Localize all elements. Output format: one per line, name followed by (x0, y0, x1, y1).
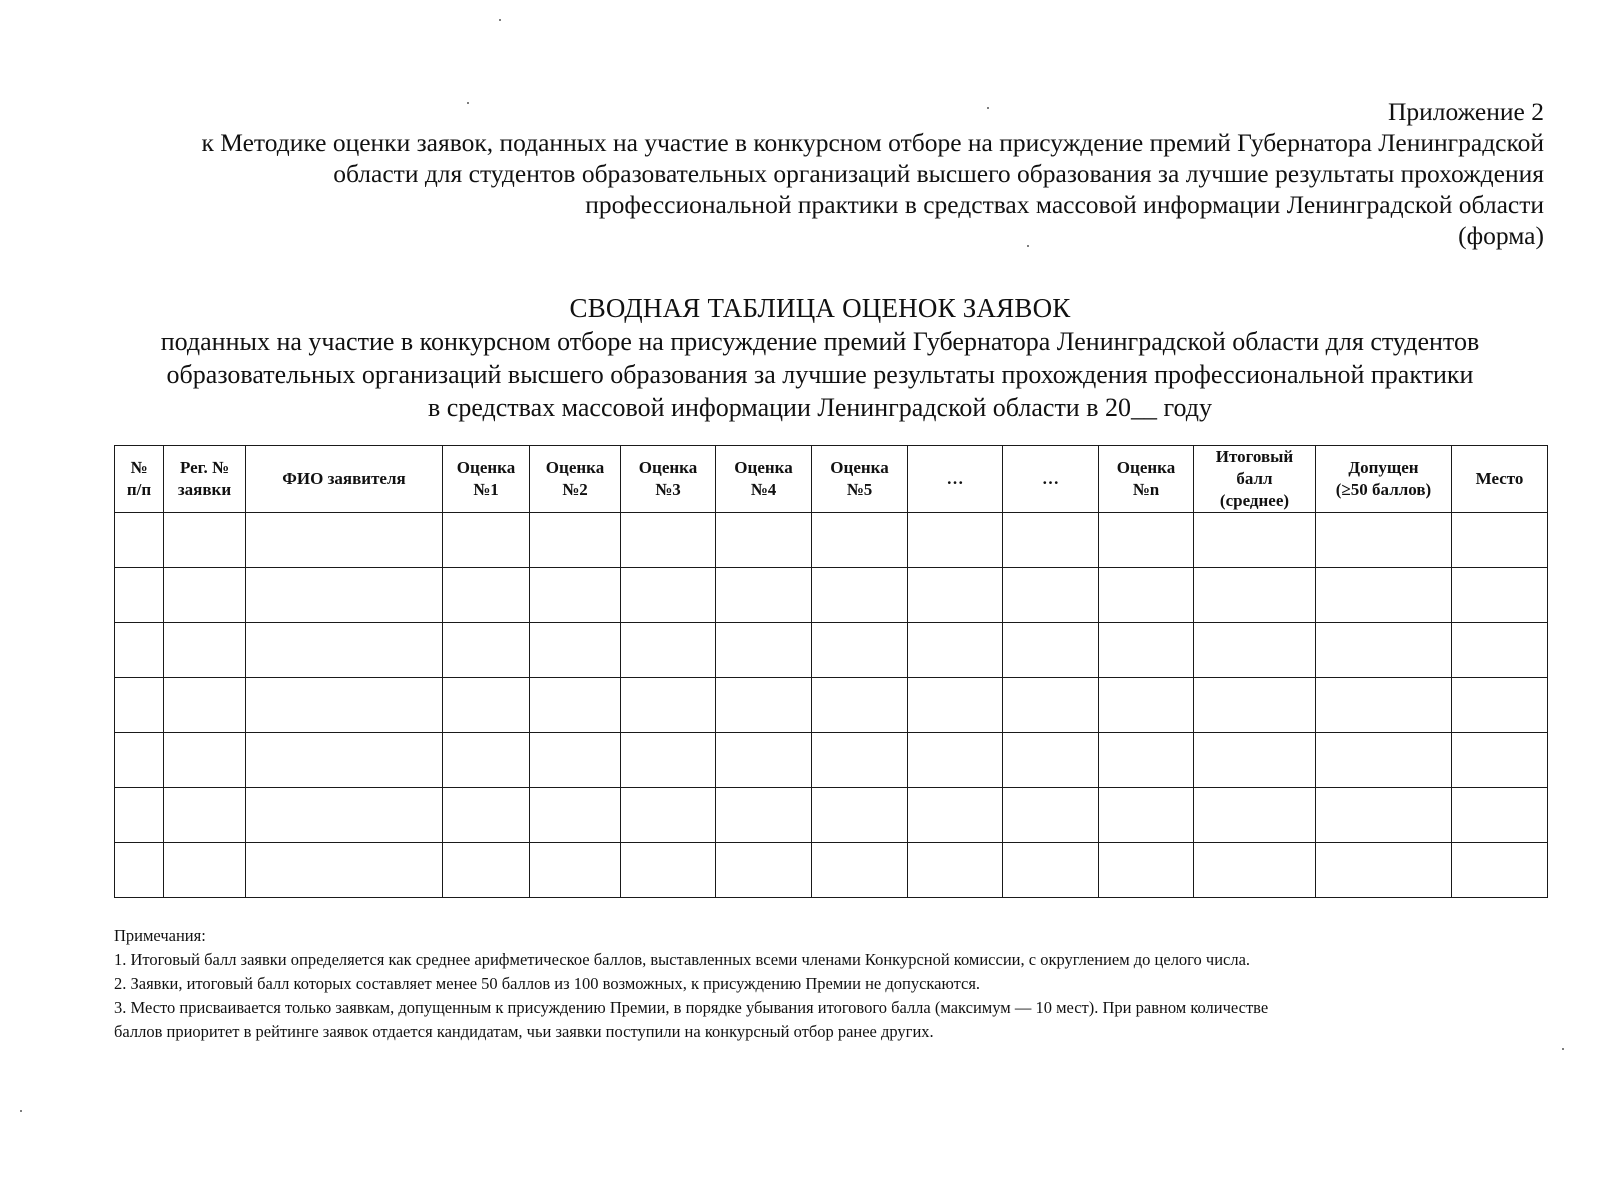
table-cell[interactable] (1099, 623, 1194, 678)
header-cell-line: №5 (846, 480, 873, 499)
annex-header (100, 96, 1544, 251)
table-cell[interactable] (1316, 513, 1452, 568)
header-cell-line: Оценка (830, 458, 889, 477)
table-cell[interactable] (1099, 513, 1194, 568)
table-header-cell (1003, 446, 1099, 513)
note-item: 1. Итоговый балл заявки определяется как среднее арифметическое баллов, выставленных всеми членами Конкурсной комиссии, с округлением до целого числа. (114, 950, 1251, 969)
table-cell[interactable] (1194, 843, 1316, 898)
table-row (115, 623, 1548, 678)
header-cell-line: (среднее) (1219, 491, 1290, 510)
table-cell[interactable] (1099, 733, 1194, 788)
table-cell[interactable] (908, 788, 1003, 843)
table-cell[interactable] (530, 513, 621, 568)
note-item: 3. Место присваивается только заявкам, допущенным к присуждению Премии, в порядке убывания итогового балла (максимум — 10 мест). При равном количестве (114, 998, 1269, 1017)
table-cell[interactable] (443, 568, 530, 623)
table-cell[interactable] (1452, 733, 1548, 788)
table-header-cell (908, 446, 1003, 513)
header-cell-line: … (1042, 469, 1059, 488)
header-cell-line: Оценка (545, 458, 605, 477)
title-subline: поданных на участие в конкурсном отборе на присуждение премий Губернатора Ленинградской области для студентов (160, 327, 1480, 356)
header-cell-line: ФИО заявителя (282, 469, 406, 488)
table-title-block (120, 292, 1520, 424)
table-cell[interactable] (716, 513, 812, 568)
table-cell[interactable] (1003, 788, 1099, 843)
table-header-cell (1099, 446, 1194, 513)
table-cell[interactable] (812, 678, 908, 733)
table-header-cell (1452, 446, 1548, 513)
table-cell[interactable] (812, 568, 908, 623)
note-item: 2. Заявки, итоговый балл которых составляет менее 50 баллов из 100 возможных, к присуждению Премии не допускаются. (114, 974, 981, 993)
header-cell-line: №1 (473, 480, 499, 499)
table-cell[interactable] (443, 623, 530, 678)
table-cell[interactable] (716, 568, 812, 623)
table-cell[interactable] (1316, 788, 1452, 843)
header-cell-line: Место (1475, 469, 1524, 488)
table-cell[interactable] (246, 788, 443, 843)
table-cell[interactable] (1003, 733, 1099, 788)
header-cell-line: Допущен (1348, 458, 1419, 477)
table-cell[interactable] (812, 843, 908, 898)
table-cell[interactable] (908, 568, 1003, 623)
table-cell[interactable] (530, 568, 621, 623)
table-cell[interactable] (716, 843, 812, 898)
table-cell[interactable] (115, 623, 164, 678)
table-cell[interactable] (164, 733, 246, 788)
table-cell[interactable] (443, 513, 530, 568)
scan-speck (467, 102, 469, 104)
table-cell[interactable] (1194, 788, 1316, 843)
table-cell[interactable] (812, 788, 908, 843)
scan-speck (1027, 245, 1029, 247)
header-cell-line: … (946, 469, 964, 488)
header-cell-line: №n (1132, 480, 1160, 499)
table-cell[interactable] (1316, 568, 1452, 623)
table-cell[interactable] (1003, 678, 1099, 733)
table-cell[interactable] (1452, 843, 1548, 898)
table-cell[interactable] (115, 678, 164, 733)
header-cell-line: №4 (750, 480, 777, 499)
table-cell[interactable] (812, 733, 908, 788)
header-cell-line: заявки (177, 480, 232, 499)
header-cell-line: Оценка (734, 458, 793, 477)
table-cell[interactable] (115, 513, 164, 568)
table-cell[interactable] (1003, 843, 1099, 898)
notes-section (114, 924, 1534, 1044)
table-cell[interactable] (1194, 678, 1316, 733)
table-cell[interactable] (1316, 678, 1452, 733)
header-cell-line: №2 (562, 480, 588, 499)
table-cell[interactable] (164, 513, 246, 568)
table-cell[interactable] (246, 678, 443, 733)
table-cell[interactable] (812, 623, 908, 678)
table-cell[interactable] (812, 513, 908, 568)
table-cell[interactable] (1452, 678, 1548, 733)
table-row (115, 568, 1548, 623)
annex-line: профессиональной практики в средствах массовой информации Ленинградской области (585, 190, 1544, 219)
table-cell[interactable] (1099, 678, 1194, 733)
table-header-cell (716, 446, 812, 513)
table-cell[interactable] (246, 513, 443, 568)
title-subline: образовательных организаций высшего образования за лучшие результаты прохождения профессиональной практики (166, 360, 1474, 389)
table-cell[interactable] (1452, 623, 1548, 678)
table-cell[interactable] (908, 678, 1003, 733)
table-cell[interactable] (908, 843, 1003, 898)
table-cell[interactable] (530, 623, 621, 678)
table-cell[interactable] (621, 843, 716, 898)
table-cell[interactable] (1099, 788, 1194, 843)
table-cell[interactable] (530, 733, 621, 788)
table-header-cell (812, 446, 908, 513)
table-header-cell (246, 446, 443, 513)
annex-line: к Методике оценки заявок, поданных на участие в конкурсном отборе на присуждение премий Губернатора Ленинградской (201, 128, 1544, 157)
table-cell[interactable] (716, 788, 812, 843)
table-cell[interactable] (1194, 733, 1316, 788)
table-cell[interactable] (1316, 843, 1452, 898)
header-cell-line: Оценка (456, 458, 516, 477)
header-cell-line: (≥50 баллов) (1335, 480, 1432, 499)
table-cell[interactable] (115, 733, 164, 788)
header-cell-line: балл (1236, 469, 1273, 488)
table-cell[interactable] (1194, 513, 1316, 568)
table-cell[interactable] (1316, 623, 1452, 678)
table-header-row (115, 446, 1548, 513)
table-cell[interactable] (1452, 568, 1548, 623)
table-cell[interactable] (908, 513, 1003, 568)
table-header-cell (530, 446, 621, 513)
table-cell[interactable] (716, 623, 812, 678)
note-item-continuation: баллов приоритет в рейтинге заявок отдается кандидатам, чьи заявки поступили на конкурсный отбор ранее других. (114, 1022, 934, 1041)
table-row (115, 843, 1548, 898)
table-cell[interactable] (115, 843, 164, 898)
header-cell-line: Рег. № (179, 458, 230, 477)
table-cell[interactable] (1452, 788, 1548, 843)
table-cell[interactable] (164, 623, 246, 678)
table-cell[interactable] (1194, 568, 1316, 623)
table-header-cell (1194, 446, 1316, 513)
table-cell[interactable] (716, 678, 812, 733)
table-body (115, 513, 1548, 898)
table-header-cell (1316, 446, 1452, 513)
table-row (115, 513, 1548, 568)
table-cell[interactable] (246, 733, 443, 788)
table-cell[interactable] (530, 678, 621, 733)
notes-heading: Примечания: (114, 926, 206, 945)
scan-speck (987, 107, 989, 109)
header-cell-line: Итоговый (1215, 447, 1294, 466)
table-cell[interactable] (1452, 513, 1548, 568)
table-row (115, 788, 1548, 843)
table-cell[interactable] (908, 623, 1003, 678)
table-cell[interactable] (164, 678, 246, 733)
table-cell[interactable] (246, 623, 443, 678)
table-cell[interactable] (621, 733, 716, 788)
scan-speck (20, 1110, 22, 1112)
table-cell[interactable] (908, 733, 1003, 788)
table-cell[interactable] (1003, 623, 1099, 678)
table-cell[interactable] (443, 733, 530, 788)
table-cell[interactable] (621, 788, 716, 843)
summary-score-table (114, 445, 1548, 898)
table-cell[interactable] (164, 568, 246, 623)
table-cell[interactable] (1099, 568, 1194, 623)
annex-title: Приложение 2 (1388, 97, 1544, 126)
title-subline: в средствах массовой информации Ленинградской области в 20__ году (428, 393, 1212, 422)
table-cell[interactable] (530, 788, 621, 843)
annex-form-label: (форма) (1458, 221, 1544, 250)
document-title: СВОДНАЯ ТАБЛИЦА ОЦЕНОК ЗАЯВОК (569, 293, 1071, 323)
table-row (115, 733, 1548, 788)
table-cell[interactable] (716, 733, 812, 788)
table-cell[interactable] (1316, 733, 1452, 788)
table-cell[interactable] (164, 843, 246, 898)
table-cell[interactable] (246, 568, 443, 623)
table-cell[interactable] (1003, 513, 1099, 568)
table-cell[interactable] (1003, 568, 1099, 623)
table-cell[interactable] (621, 623, 716, 678)
table-cell[interactable] (621, 678, 716, 733)
table-cell[interactable] (115, 568, 164, 623)
table-cell[interactable] (164, 788, 246, 843)
table-cell[interactable] (530, 843, 621, 898)
header-cell-line: Оценка (1116, 458, 1176, 477)
table-cell[interactable] (115, 788, 164, 843)
header-cell-line: Оценка (638, 458, 698, 477)
table-row (115, 678, 1548, 733)
scan-speck (499, 19, 501, 21)
table-header-cell (115, 446, 164, 513)
table-cell[interactable] (443, 788, 530, 843)
table-cell[interactable] (1099, 843, 1194, 898)
table-header-cell (621, 446, 716, 513)
table-header-cell (443, 446, 530, 513)
table-cell[interactable] (1194, 623, 1316, 678)
table-cell[interactable] (246, 843, 443, 898)
table-cell[interactable] (443, 678, 530, 733)
scan-speck (1562, 1048, 1564, 1050)
table-header-cell (164, 446, 246, 513)
header-cell-line: п/п (126, 480, 152, 499)
table-cell[interactable] (621, 513, 716, 568)
header-cell-line: №3 (655, 480, 681, 499)
table-cell[interactable] (621, 568, 716, 623)
annex-line: области для студентов образовательных организаций высшего образования за лучшие результаты прохождения (333, 159, 1544, 188)
table-cell[interactable] (443, 843, 530, 898)
header-cell-line: № (130, 458, 148, 477)
